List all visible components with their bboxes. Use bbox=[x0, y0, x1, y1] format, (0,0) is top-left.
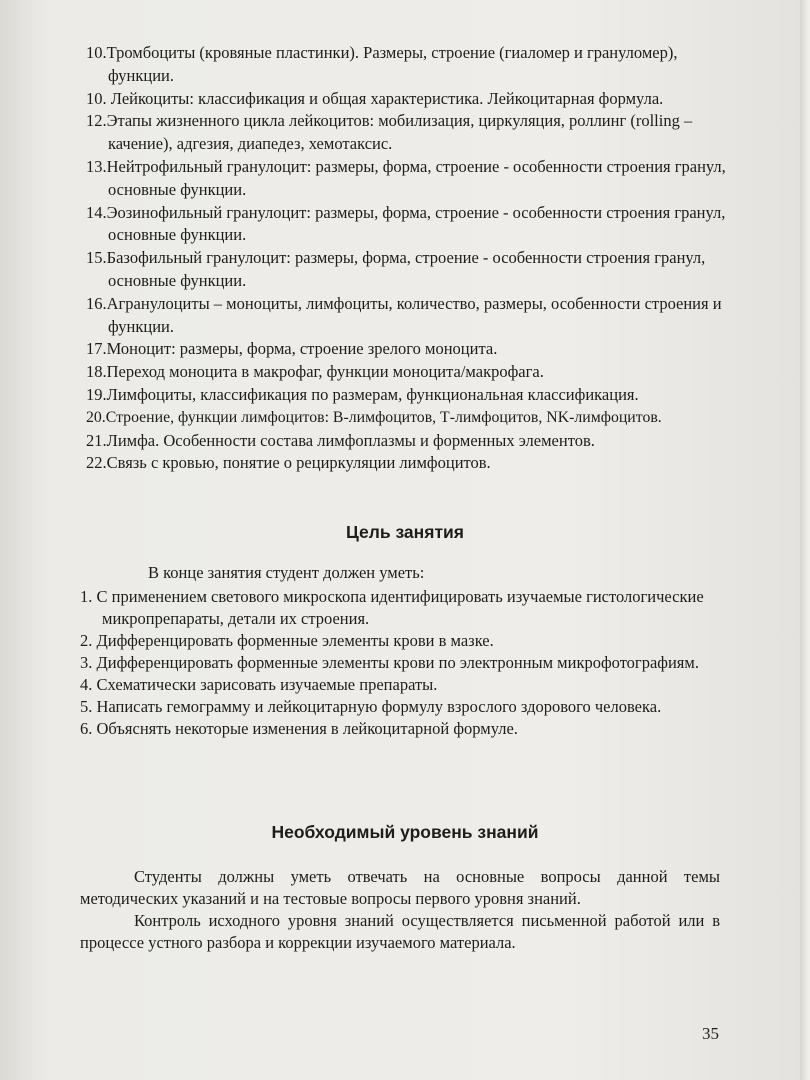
knowledge-paragraph: Контроль исходного уровня знаний осуществляется письменной работой или в процессе устного разбора и коррекции изучаемого материала. bbox=[80, 911, 720, 952]
question-item: 12.Этапы жизненного цикла лейкоцитов: мобилизация, циркуляция, роллинг (rolling – качение), адгезия, диапедез, хемотаксис. bbox=[86, 111, 693, 154]
question-item: 13.Нейтрофильный гранулоцит: размеры, форма, строение - особенности строения гранул, основные функции. bbox=[86, 156, 726, 199]
goal-intro: В конце занятия студент должен уметь: bbox=[148, 563, 425, 582]
knowledge-heading: Необходимый уровень знаний bbox=[271, 822, 539, 842]
question-item: 21.Лимфа. Особенности состава лимфоплазмы и форменных элементов. bbox=[86, 430, 595, 450]
question-item: 14.Эозинофильный гранулоцит: размеры, форма, строение - особенности строения гранул, основные функции. bbox=[86, 202, 726, 245]
question-item: 15.Базофильный гранулоцит: размеры, форма, строение - особенности строения гранул, основные функции. bbox=[86, 248, 706, 290]
goal-list bbox=[80, 586, 720, 740]
goal-item: 1. С применением светового микроскопа идентифицировать изучаемые гистологические микропрепараты, детали их строения. bbox=[80, 587, 704, 628]
question-item: 10.Тромбоциты (кровяные пластинки). Размеры, строение (гиаломер и грануломер), функции. bbox=[86, 43, 678, 85]
question-item: 18.Переход моноцита в макрофаг, функции моноцита/макрофага. bbox=[86, 362, 544, 382]
goal-item: 2. Дифференцировать форменные элементы крови в мазке. bbox=[80, 631, 494, 650]
goal-item: 3. Дифференцировать форменные элементы крови по электронным микрофотографиям. bbox=[80, 653, 699, 672]
question-item: 19.Лимфоциты, классификация по размерам, функциональная классификация. bbox=[86, 384, 639, 404]
goal-item: 6. Объяснять некоторые изменения в лейкоцитарной формуле. bbox=[80, 719, 518, 738]
knowledge-paragraph: Студенты должны уметь отвечать на основные вопросы данной темы методических указаний и на тестовые вопросы первого уровня знаний. bbox=[80, 867, 720, 908]
question-item: 17.Моноцит: размеры, форма, строение зрелого моноцита. bbox=[86, 339, 498, 359]
question-item: 22.Связь с кровью, понятие о рециркуляции лимфоцитов. bbox=[86, 453, 491, 473]
question-item: 20.Строение, функции лимфоцитов: В-лимфоцитов, Т-лимфоцитов, NK-лимфоцитов. bbox=[86, 408, 662, 426]
question-item: 16.Агранулоциты – моноциты, лимфоциты, количество, размеры, особенности строения и функции. bbox=[86, 293, 722, 336]
goal-item: 5. Написать гемограмму и лейкоцитарную формулу взрослого здорового человека. bbox=[80, 697, 662, 716]
goal-heading: Цель занятия bbox=[346, 522, 464, 542]
question-list bbox=[86, 42, 726, 475]
goal-item: 4. Схематически зарисовать изучаемые препараты. bbox=[80, 675, 438, 694]
question-item: 10. Лейкоциты: классификация и общая характеристика. Лейкоцитарная формула. bbox=[86, 88, 664, 108]
page-number: 35 bbox=[702, 1024, 719, 1043]
